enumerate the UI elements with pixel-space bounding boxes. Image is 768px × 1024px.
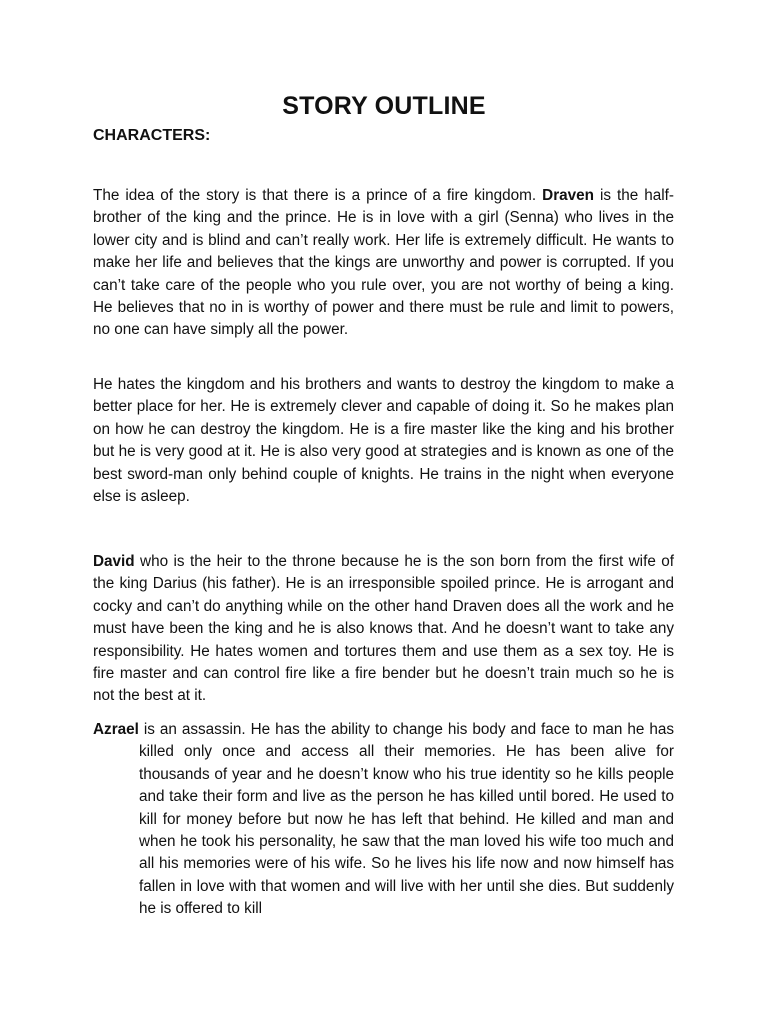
paragraph-text: who is the heir to the throne because he is the son born from the first wife of the king Darius (his father). He is an irresponsible spoiled prince. He is arrogant and cocky and can’t do anything while on the other hand Draven does all the work and he must have been the king and he is also knows that. And he doesn’t want to take any responsibility. He hates women and tortures them and use them as a sex toy. He is fire master and can control fire like a fire bender but he doesn’t train much so he is not the best at it.	[93, 553, 674, 705]
paragraph-david	[93, 551, 674, 708]
page-title: STORY OUTLINE	[282, 92, 486, 120]
character-name-david: David	[93, 553, 135, 570]
paragraph-draven-plan	[93, 374, 674, 508]
paragraph-text: He hates the kingdom and his brothers and wants to destroy the kingdom to make a better place for her. He is extremely clever and capable of doing it. So he makes plan on how he can destroy the kingdom. He is a fire master like the king and his brother but he is very good at it. He is also very good at strategies and is known as one of the best sword-man only behind couple of knights. He trains in the night when everyone else is asleep.	[93, 376, 674, 506]
paragraph-draven	[93, 185, 674, 342]
paragraph-lead: The idea of the story is that there is a prince of a fire kingdom.	[93, 187, 543, 204]
section-heading: CHARACTERS:	[93, 127, 211, 144]
paragraph-text: is an assassin. He has the ability to change his body and face to man he has killed only once and access all their memories. He has been alive for thousands of year and he doesn’t know who his true identity so he kills people and take their form and live as the person he has killed until bored. He used to kill for money before but now he has left that behind. He killed and man and when he took his personality, he saw that the man loved his wife too much and all his memories were of his wife. So he lives his life now and now himself has fallen in love with that women and will live with her until she dies. But suddenly he is offered to kill	[138, 721, 674, 918]
paragraph-text: is the half-brother of the king and the prince. He is in love with a girl (Senna) who lives in the lower city and is blind and can’t really work. Her life is extremely difficult. He wants to make her life and believes that the kings are unworthy and power is corrupted. If you can’t take care of the people who you rule over, you are not worthy of being a king. He believes that no in is worthy of power and there must be rule and limit to powers, no one can have simply all the power.	[93, 187, 674, 339]
character-name-azrael: Azrael	[93, 721, 139, 738]
paragraph-azrael	[93, 719, 674, 921]
character-name-draven: Draven	[542, 187, 595, 204]
